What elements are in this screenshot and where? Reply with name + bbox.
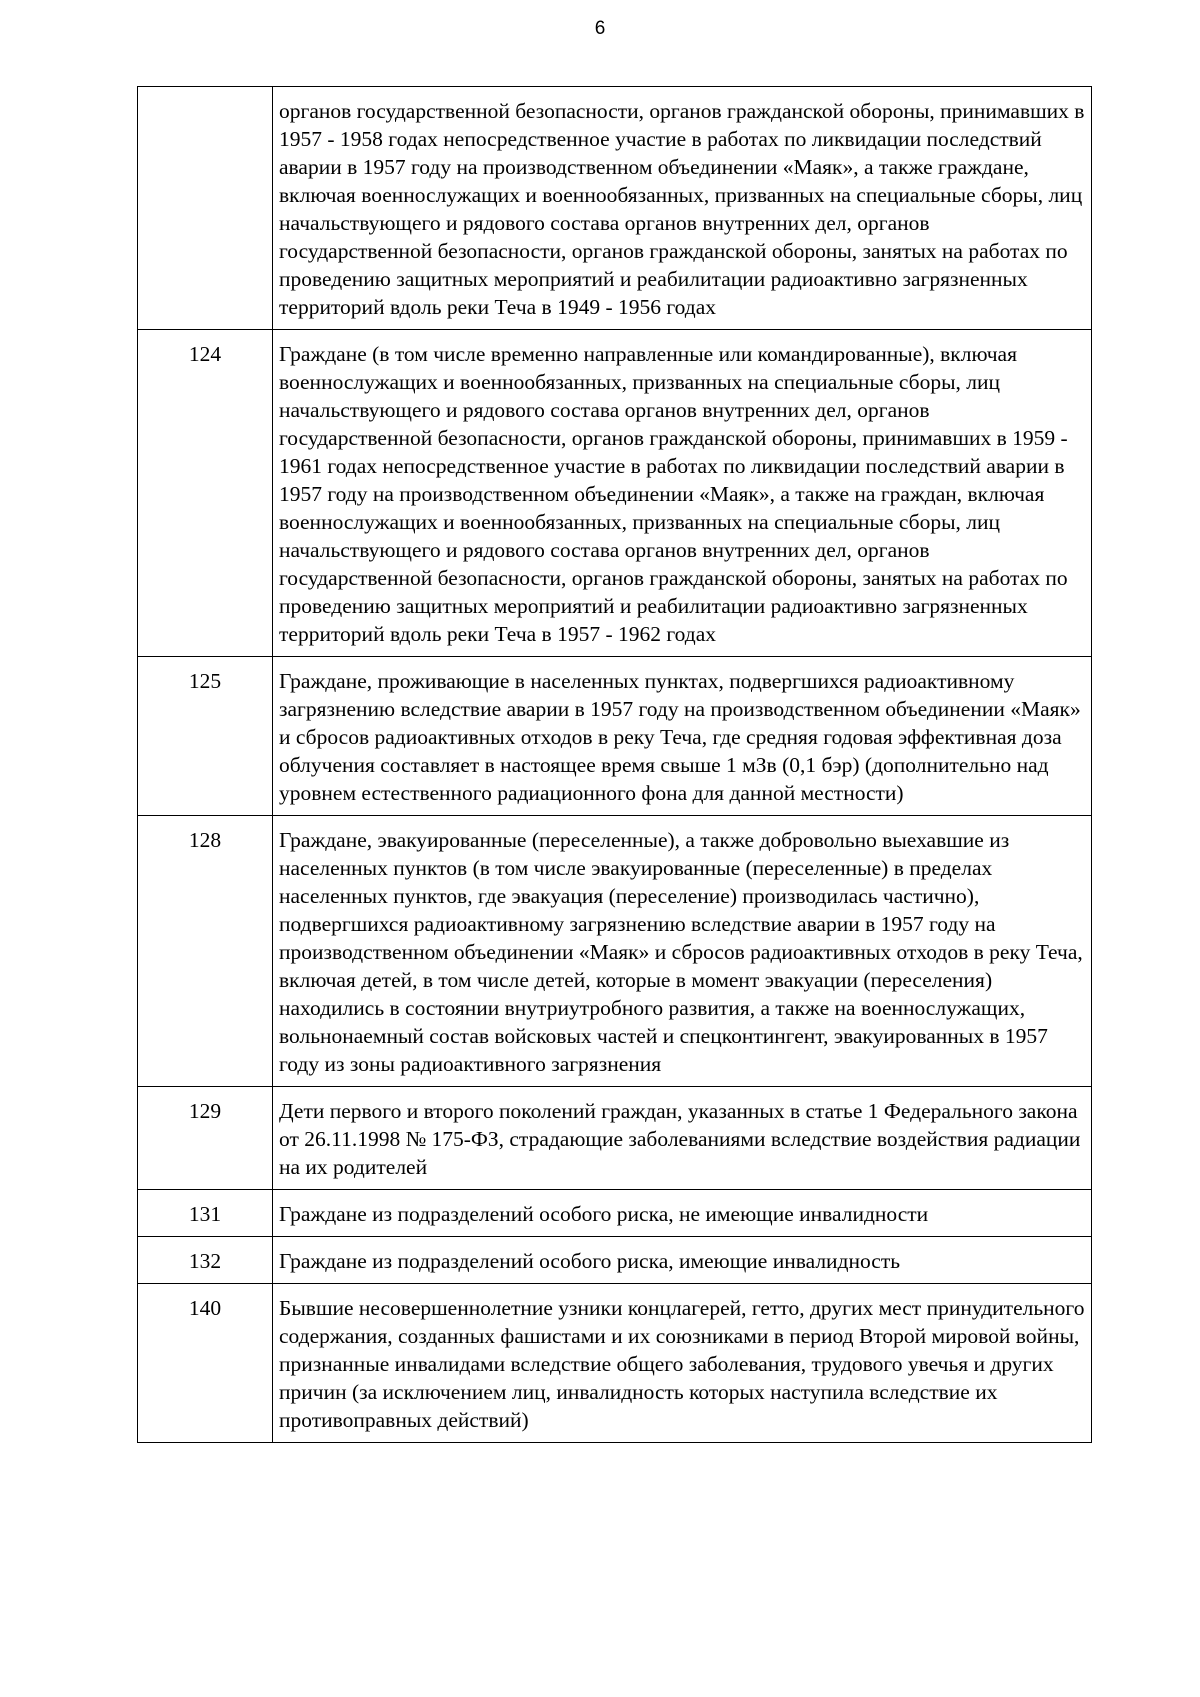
table-row — [138, 1284, 1092, 1443]
benefits-table — [137, 86, 1092, 1443]
row-code: 124 — [138, 330, 273, 657]
row-description: Бывшие несовершеннолетние узники концлагерей, гетто, других мест принудительного содержания, созданных фашистами и их союзниками в период Второй мировой войны, признанные инвалидами вследствие общего заболевания, трудового увечья и других причин (за исключением лиц, инвалидность которых наступила вследствие их противоправных действий) — [273, 1284, 1092, 1443]
table-row — [138, 1190, 1092, 1237]
row-code: 131 — [138, 1190, 273, 1237]
row-description: Граждане, проживающие в населенных пунктах, подвергшихся радиоактивному загрязнению вследствие аварии в 1957 году на производственном объединении «Маяк» и сбросов радиоактивных отходов в реку Теча, где средняя годовая эффективная доза облучения составляет в настоящее время свыше 1 мЗв (0,1 бэр) (дополнительно над уровнем естественного радиационного фона для данной местности) — [273, 657, 1092, 816]
row-code: 125 — [138, 657, 273, 816]
table-row — [138, 816, 1092, 1087]
row-code: 128 — [138, 816, 273, 1087]
row-code: 140 — [138, 1284, 273, 1443]
table-row — [138, 1087, 1092, 1190]
row-description: органов государственной безопасности, органов гражданской обороны, принимавших в 1957 - 1958 годах непосредственное участие в работах по ликвидации последствий аварии в 1957 году на производственном объединении «Маяк», а также граждане, включая военнослужащих и военнообязанных, призванных на специальные сборы, лиц начальствующего и рядового состава органов внутренних дел, органов государственной безопасности, органов гражданской обороны, занятых на работах по проведению защитных мероприятий и реабилитации радиоактивно загрязненных территорий вдоль реки Теча в 1949 - 1956 годах — [273, 87, 1092, 330]
table-row — [138, 657, 1092, 816]
row-description: Граждане из подразделений особого риска, имеющие инвалидность — [273, 1237, 1092, 1284]
table-row — [138, 330, 1092, 657]
row-description: Граждане, эвакуированные (переселенные), а также добровольно выехавшие из населенных пунктов (в том числе эвакуированные (переселенные) в пределах населенных пунктов, где эвакуация (переселение) производилась частично), подвергшихся радиоактивному загрязнению вследствие аварии в 1957 году на производственном объединении «Маяк» и сбросов радиоактивных отходов в реку Теча, включая детей, в том числе детей, которые в момент эвакуации (переселения) находились в состоянии внутриутробного развития, а также на военнослужащих, вольнонаемный состав войсковых частей и спецконтингент, эвакуированных в 1957 году из зоны радиоактивного загрязнения — [273, 816, 1092, 1087]
row-code: 132 — [138, 1237, 273, 1284]
page-number: 6 — [594, 18, 606, 39]
row-code — [138, 87, 273, 330]
row-code: 129 — [138, 1087, 273, 1190]
row-description: Граждане из подразделений особого риска, не имеющие инвалидности — [273, 1190, 1092, 1237]
table-row — [138, 1237, 1092, 1284]
row-description: Дети первого и второго поколений граждан, указанных в статье 1 Федерального закона от 26.11.1998 № 175-ФЗ, страдающие заболеваниями вследствие воздействия радиации на их родителей — [273, 1087, 1092, 1190]
table-row — [138, 87, 1092, 330]
row-description: Граждане (в том числе временно направленные или командированные), включая военнослужащих и военнообязанных, призванных на специальные сборы, лиц начальствующего и рядового состава органов внутренних дел, органов государственной безопасности, органов гражданской обороны, принимавших в 1959 - 1961 годах непосредственное участие в работах по ликвидации последствий аварии в 1957 году на производственном объединении «Маяк», а также на граждан, включая военнослужащих и военнообязанных, призванных на специальные сборы, лиц начальствующего и рядового состава органов внутренних дел, органов государственной безопасности, органов гражданской обороны, занятых на работах по проведению защитных мероприятий и реабилитации радиоактивно загрязненных территорий вдоль реки Теча в 1957 - 1962 годах — [273, 330, 1092, 657]
